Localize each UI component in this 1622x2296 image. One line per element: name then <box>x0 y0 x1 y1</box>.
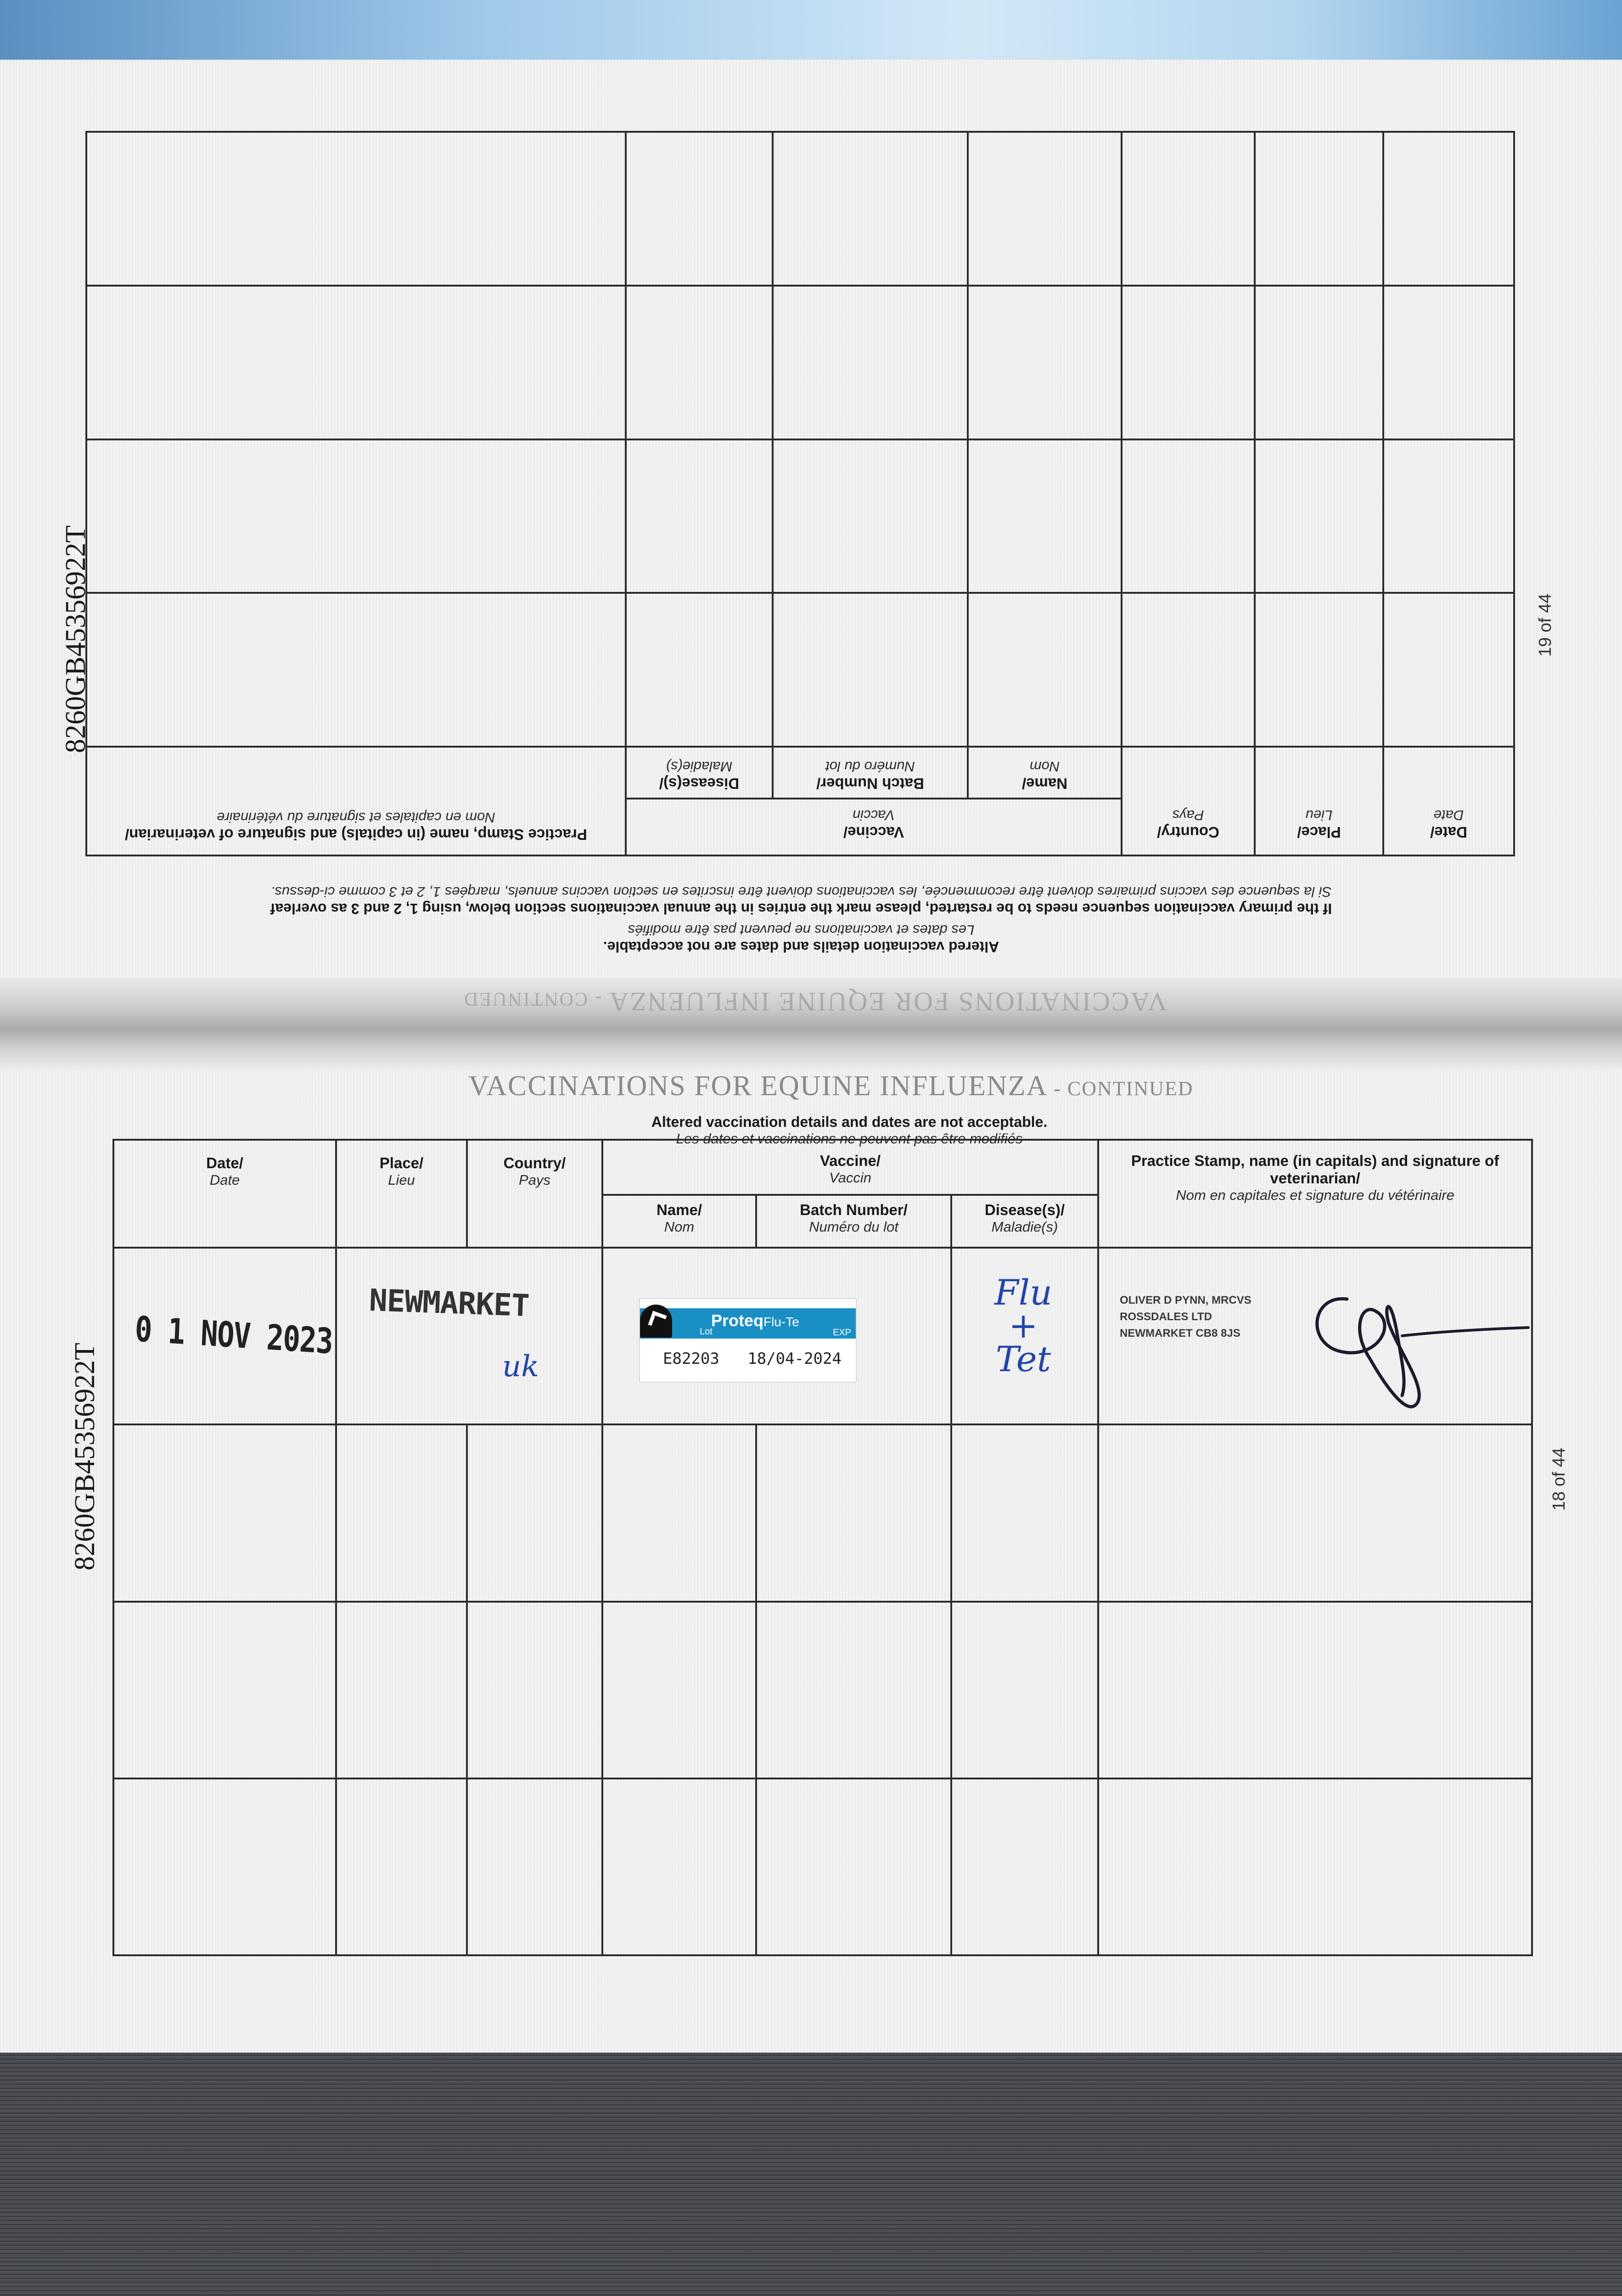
entry-diseases-cell <box>951 1248 1098 1424</box>
diseases-handwritten: Flu + Tet <box>994 1272 1052 1379</box>
entry-vaccine-label-cell <box>602 1248 951 1424</box>
lower-notice-fr: Les dates et vaccinations ne peuvent pas être modifiés <box>676 1131 1023 1147</box>
upper-table-row <box>86 132 1514 286</box>
upper-header-name: Name/ Nom <box>968 747 1122 799</box>
upper-header-vaccine: Vaccine/ Vaccin <box>626 799 1122 855</box>
upper-header-country: Country/ Pays <box>1122 747 1255 855</box>
header-date: Date/ Date <box>113 1140 336 1248</box>
table-row <box>113 1424 1532 1601</box>
page-title: VACCINATIONS FOR EQUINE INFLUENZA - CONTINUED <box>468 1070 1194 1102</box>
upper-table-row <box>86 286 1514 439</box>
vaccine-batch-label <box>640 1299 856 1382</box>
upper-page-content <box>87 115 1515 955</box>
upper-vaccination-table <box>85 131 1515 856</box>
passport-number-lower: 8260GB45356922T <box>69 1343 101 1570</box>
manufacturer-logo-icon <box>640 1305 672 1338</box>
table-row <box>113 1602 1532 1778</box>
upper-notice-line2: Les dates et vaccinations ne peuvent pas être modifiés <box>628 922 975 938</box>
vet-signature <box>1292 1267 1531 1418</box>
gutter-ghost-title: VACCINATIONS FOR EQUINE INFLUENZA - CONTINUED <box>463 987 1167 1017</box>
upper-header-date: Date/ Date <box>1383 747 1514 855</box>
entry-date-cell <box>113 1248 336 1424</box>
upper-header-place: Place/ Lieu <box>1255 747 1383 855</box>
country-handwritten: uk <box>502 1350 539 1384</box>
header-diseases: Disease(s)/ Maladie(s) <box>951 1195 1098 1248</box>
page-number-lower: 18 of 44 <box>1549 1447 1569 1511</box>
upper-header-batch: Batch Number/ Numéro du lot <box>773 747 968 799</box>
label-lot-caption: Lot <box>700 1327 713 1337</box>
upper-notice <box>87 884 1515 955</box>
header-vaccine-name: Name/ Nom <box>602 1195 756 1248</box>
label-brand: ProteqFlu-Te <box>711 1311 799 1330</box>
upper-table-row <box>86 593 1514 747</box>
upper-header-stamp: Practice Stamp, name (in capitals) and signature of veterinarian/ Nom en capitales et signature du vétérinaire <box>86 747 626 855</box>
passport-number-upper: 8260GB45356922T <box>60 525 91 753</box>
upper-table-row <box>86 439 1514 593</box>
lower-notice-en: Altered vaccination details and dates are not acceptable. <box>651 1114 1048 1130</box>
table-row-entry-1 <box>113 1248 1532 1424</box>
upper-header-disease: Disease(s)/ Maladie(s) <box>626 747 773 799</box>
table-row <box>113 1778 1532 1955</box>
label-codes <box>663 1350 842 1368</box>
upper-notice-line4: Si la sequence des vaccins primaires doivent être recommencée, les vaccinations doivent être inscrites en section vaccins annuels, marqées 1, 2 et 3 comme ci-dessus. <box>270 884 1332 900</box>
page-stack-edge <box>0 2053 1622 2296</box>
header-country: Country/ Pays <box>467 1140 602 1248</box>
header-place: Place/ Lieu <box>336 1140 467 1248</box>
upper-notice-line3: If the primary vaccination sequence needs to be restarted, please mark the entries in the annual vaccinations section below, using 1, 2 and 3 as overleaf <box>270 900 1332 917</box>
page-number-upper: 19 of 44 <box>1536 593 1555 657</box>
place-stamp: NEWMARKET <box>368 1283 530 1324</box>
entry-vet-stamp-cell <box>1098 1248 1532 1424</box>
date-stamp: 0 1 NOV 2023 <box>134 1308 333 1362</box>
lower-vaccination-table <box>112 1139 1533 1956</box>
header-practice-stamp: Practice Stamp, name (in capitals) and signature of veterinarian/ Nom en capitales et signature du vétérinaire <box>1098 1140 1532 1248</box>
label-exp-caption: EXP <box>833 1328 852 1338</box>
header-batch-number: Batch Number/ Numéro du lot <box>756 1195 951 1248</box>
vet-practice-stamp: OLIVER D PYNN, MRCVS ROSSDALES LTD NEWMARKET CB8 8JS <box>1120 1294 1252 1340</box>
batch-number: E82203 <box>663 1350 719 1368</box>
desk-background-top <box>0 0 1622 64</box>
header-vaccine: Vaccine/ Vaccin <box>602 1140 1098 1195</box>
entry-place-country-cell <box>336 1248 602 1424</box>
upper-notice-line1: Altered vaccination details and dates are not acceptable. <box>603 939 999 955</box>
expiry-date: 18/04-2024 <box>747 1350 842 1368</box>
